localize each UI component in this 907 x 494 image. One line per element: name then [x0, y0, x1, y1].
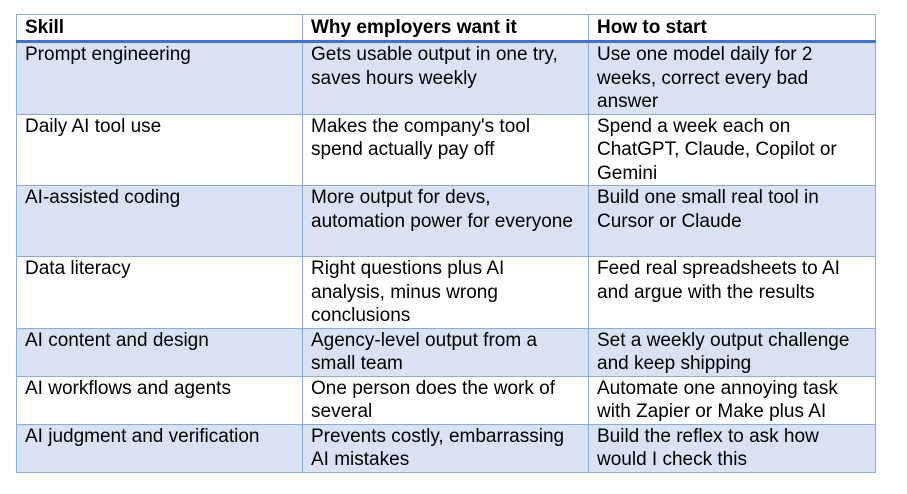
why-cell: Makes the company's tool spend actually pay off	[303, 114, 589, 186]
skill-cell: Daily AI tool use	[17, 114, 303, 186]
header-how: How to start	[589, 15, 876, 42]
table-row	[17, 114, 876, 186]
why-cell: Gets usable output in one try, saves hours weekly	[303, 42, 589, 115]
how-cell: Feed real spreadsheets to AI and argue with the results	[589, 257, 876, 329]
table-row	[17, 257, 876, 329]
how-cell: Build one small real tool in Cursor or Claude	[589, 186, 876, 257]
how-cell: Build the reflex to ask how would I check this	[589, 424, 876, 472]
header-row	[17, 15, 876, 42]
how-cell: Set a weekly output challenge and keep shipping	[589, 328, 876, 376]
why-cell: Agency-level output from a small team	[303, 328, 589, 376]
table-row	[17, 376, 876, 424]
skill-cell: AI workflows and agents	[17, 376, 303, 424]
table-row	[17, 328, 876, 376]
header-why: Why employers want it	[303, 15, 589, 42]
how-cell: Automate one annoying task with Zapier or Make plus AI	[589, 376, 876, 424]
skill-cell: Data literacy	[17, 257, 303, 329]
why-cell: More output for devs, automation power for everyone	[303, 186, 589, 257]
table-row	[17, 42, 876, 115]
why-cell: Right questions plus AI analysis, minus wrong conclusions	[303, 257, 589, 329]
skill-cell: Prompt engineering	[17, 42, 303, 115]
why-cell: One person does the work of several	[303, 376, 589, 424]
table-row	[17, 186, 876, 257]
why-cell: Prevents costly, embarrassing AI mistakes	[303, 424, 589, 472]
table-row	[17, 424, 876, 472]
how-cell: Use one model daily for 2 weeks, correct every bad answer	[589, 42, 876, 115]
skills-table	[16, 14, 876, 473]
header-skill: Skill	[17, 15, 303, 42]
skill-cell: AI judgment and verification	[17, 424, 303, 472]
skill-cell: AI-assisted coding	[17, 186, 303, 257]
skill-cell: AI content and design	[17, 328, 303, 376]
how-cell: Spend a week each on ChatGPT, Claude, Copilot or Gemini	[589, 114, 876, 186]
